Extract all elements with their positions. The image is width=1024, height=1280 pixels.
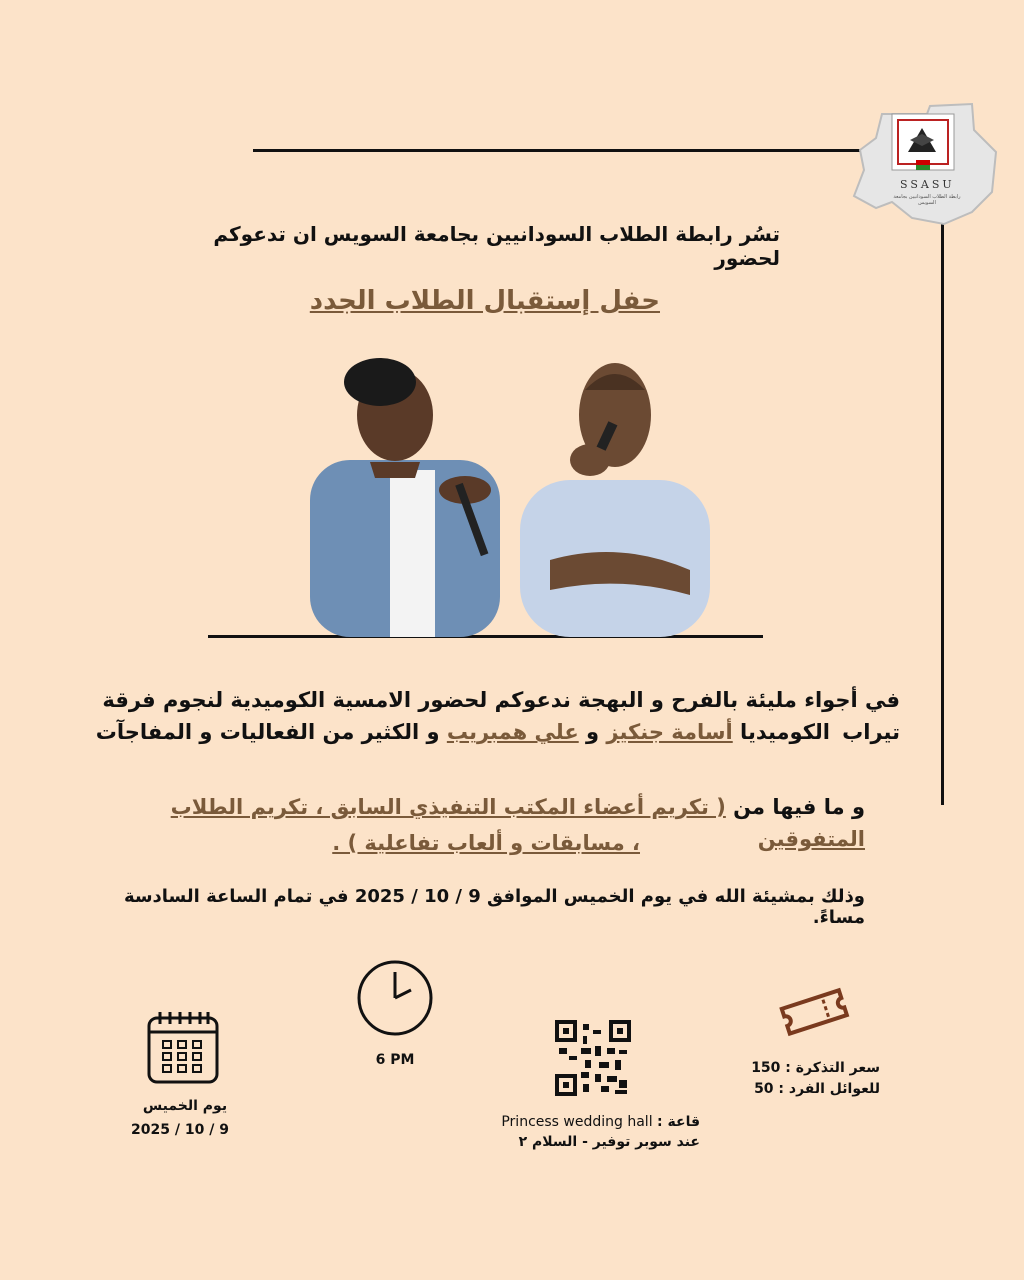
venue-label: قاعة : — [657, 1114, 700, 1130]
calendar-icon — [146, 1008, 220, 1090]
activities-line-2 — [80, 827, 640, 859]
event-title: حفل إستقبال الطلاب الجدد — [309, 286, 660, 316]
performer-name-1: أسامة جنكيز — [606, 720, 733, 744]
venue-name: Princess wedding hall — [501, 1114, 653, 1130]
ticket-price: سعر التذكرة : 150 — [751, 1060, 880, 1076]
performer-name-2: علي همبريب — [446, 720, 579, 744]
ssasu-logo — [852, 100, 998, 226]
date-value: 9 / 10 / 2025 — [131, 1122, 229, 1138]
venue-info — [470, 1112, 700, 1152]
time-value: 6 PM — [375, 1052, 415, 1068]
top-rule — [253, 149, 943, 152]
qr-code-icon — [555, 1020, 631, 1100]
line2-suffix: و الكثير من الفعاليات و المفاجآت — [95, 720, 447, 744]
invite-line: تسُر رابطة الطلاب السودانيين بجامعة السويس ان تدعوكم لحضور — [213, 222, 780, 270]
activities-prefix: و ما فيها من — [725, 795, 865, 819]
line2-and: و — [578, 720, 607, 744]
venue-line-2: عند سوبر توفير - السلام ٢ — [518, 1134, 700, 1150]
logo-text: SSASU — [900, 178, 955, 191]
day-label: يوم الخميس — [142, 1098, 228, 1114]
right-rule — [941, 205, 944, 805]
clock-icon — [355, 958, 435, 1042]
logo-subtext: رابطة الطلاب السودانيين بجامعة السويس — [893, 194, 961, 206]
family-price: للعوائل الفرد : 50 — [754, 1081, 880, 1097]
line2-prefix: الكوميديا — [732, 720, 830, 744]
ticket-icon — [778, 985, 850, 1041]
description-line-1: في أجواء مليئة بالفرح و البهجة ندعوكم لحضور الامسية الكوميدية لنجوم فرقة تيراب — [102, 688, 900, 744]
date-time-line: وذلك بمشيئة الله في يوم الخميس الموافق 9 / 10 / 2025 في تمام الساعة السادسة مساءً. — [123, 886, 865, 928]
activities-highlight-2: ، مسابقات و ألعاب تفاعلية ) . — [332, 831, 640, 855]
performers-photo — [300, 350, 710, 637]
activities-highlight-1: ( تكريم أعضاء المكتب التنفيذي السابق ، تكريم الطلاب المتفوقين — [170, 795, 865, 851]
description-line-2 — [80, 716, 830, 748]
